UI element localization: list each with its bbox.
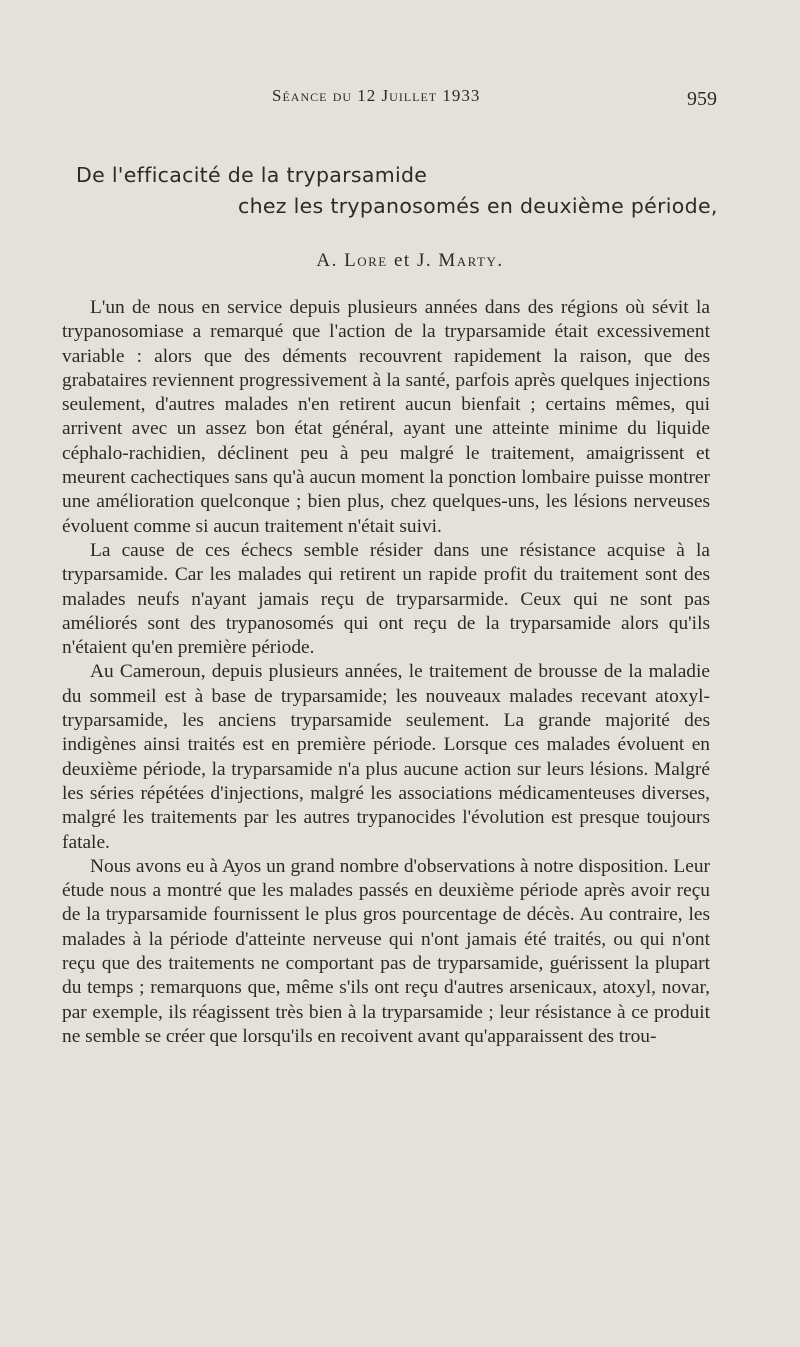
author2-initial: J. (416, 250, 433, 271)
article-body (62, 296, 710, 1049)
running-head: Séance du 12 Juillet 1933 (272, 86, 481, 105)
authors (0, 250, 800, 272)
paragraph: Nous avons eu à Ayos un grand nombre d'observations à notre disposition. Leur étude nous a montré que les malades passés en deuxième période après avoir reçu de la tryparsamide fournissent le plus gros pourcentage de décès. Au contraire, les malades à la période d'atteinte nerveuse qui n'ont jamais été traités, ou qui n'ont reçu que des traitements ne comportant pas de tryparsamide, guérissent la plupart du temps ; remarquons que, même s'ils ont reçu d'autres arsenicaux, atoxyl, novar, par exemple, ils réagissent très bien à la tryparsamide ; leur résistance à ce produit ne semble se créer que lorsqu'ils en recoivent avant qu'apparaissent des trou- (62, 855, 710, 1047)
title-line-2: chez les trypanosomés en deuxième période, (238, 194, 718, 218)
authors-conjunction: et (393, 250, 411, 271)
title-line-1: De l'efficacité de la tryparsamide (76, 163, 428, 187)
author2-name: Marty. (438, 250, 504, 271)
article-title (76, 160, 726, 222)
author1-name: Lore (344, 250, 388, 271)
paragraph: Au Cameroun, depuis plusieurs années, le traitement de brousse de la maladie du sommeil est à base de tryparsamide; les nouveaux malades recevant atoxyl-tryparsamide, les anciens tryparsamide seulement. La grande majorité des indigènes ainsi traités est en première période. Lorsque ces malades évoluent en deuxième période, la tryparsamide n'a plus aucune action sur leurs lésions. Malgré les séries répétées d'injections, malgré les associations médicamenteuses diverses, malgré les traitements par les autres trypanocides l'évolution est presque toujours fatale. (62, 661, 710, 853)
page-number: 959 (687, 88, 717, 110)
paragraph: La cause de ces échecs semble résider dans une résistance acquise à la tryparsamide. Car les malades qui retirent un rapide profit du traitement sont des malades neufs n'ayant jamais reçu de tryparsarmide. Ceux qui ne sont pas améliorés sont des trypanosomés qui ont reçu de la tryparsamide alors qu'ils n'étaient qu'en première période. (62, 539, 710, 659)
paragraph: L'un de nous en service depuis plusieurs années dans des régions où sévit la trypanosomiase a remarqué que l'action de la tryparsamide était excessivement variable : alors que des déments recouvrent rapidement la raison, que des grabataires reviennent progressivement à la santé, parfois après quelques injections seulement, d'autres malades n'en retirent aucun bienfait ; certains mêmes, qui arrivent avec un assez bon état général, ayant une atteinte minime du liquide céphalo-rachidien, déclinent peu à peu malgré le traitement, amaigrissent et meurent cachectiques sans qu'à aucun moment la ponction lombaire puisse montrer une amélioration quelconque ; bien plus, chez quelques-uns, les lésions nerveuses évoluent comme si aucun traitement n'était suivi. (62, 297, 710, 537)
author1-initial: A. (316, 250, 338, 271)
